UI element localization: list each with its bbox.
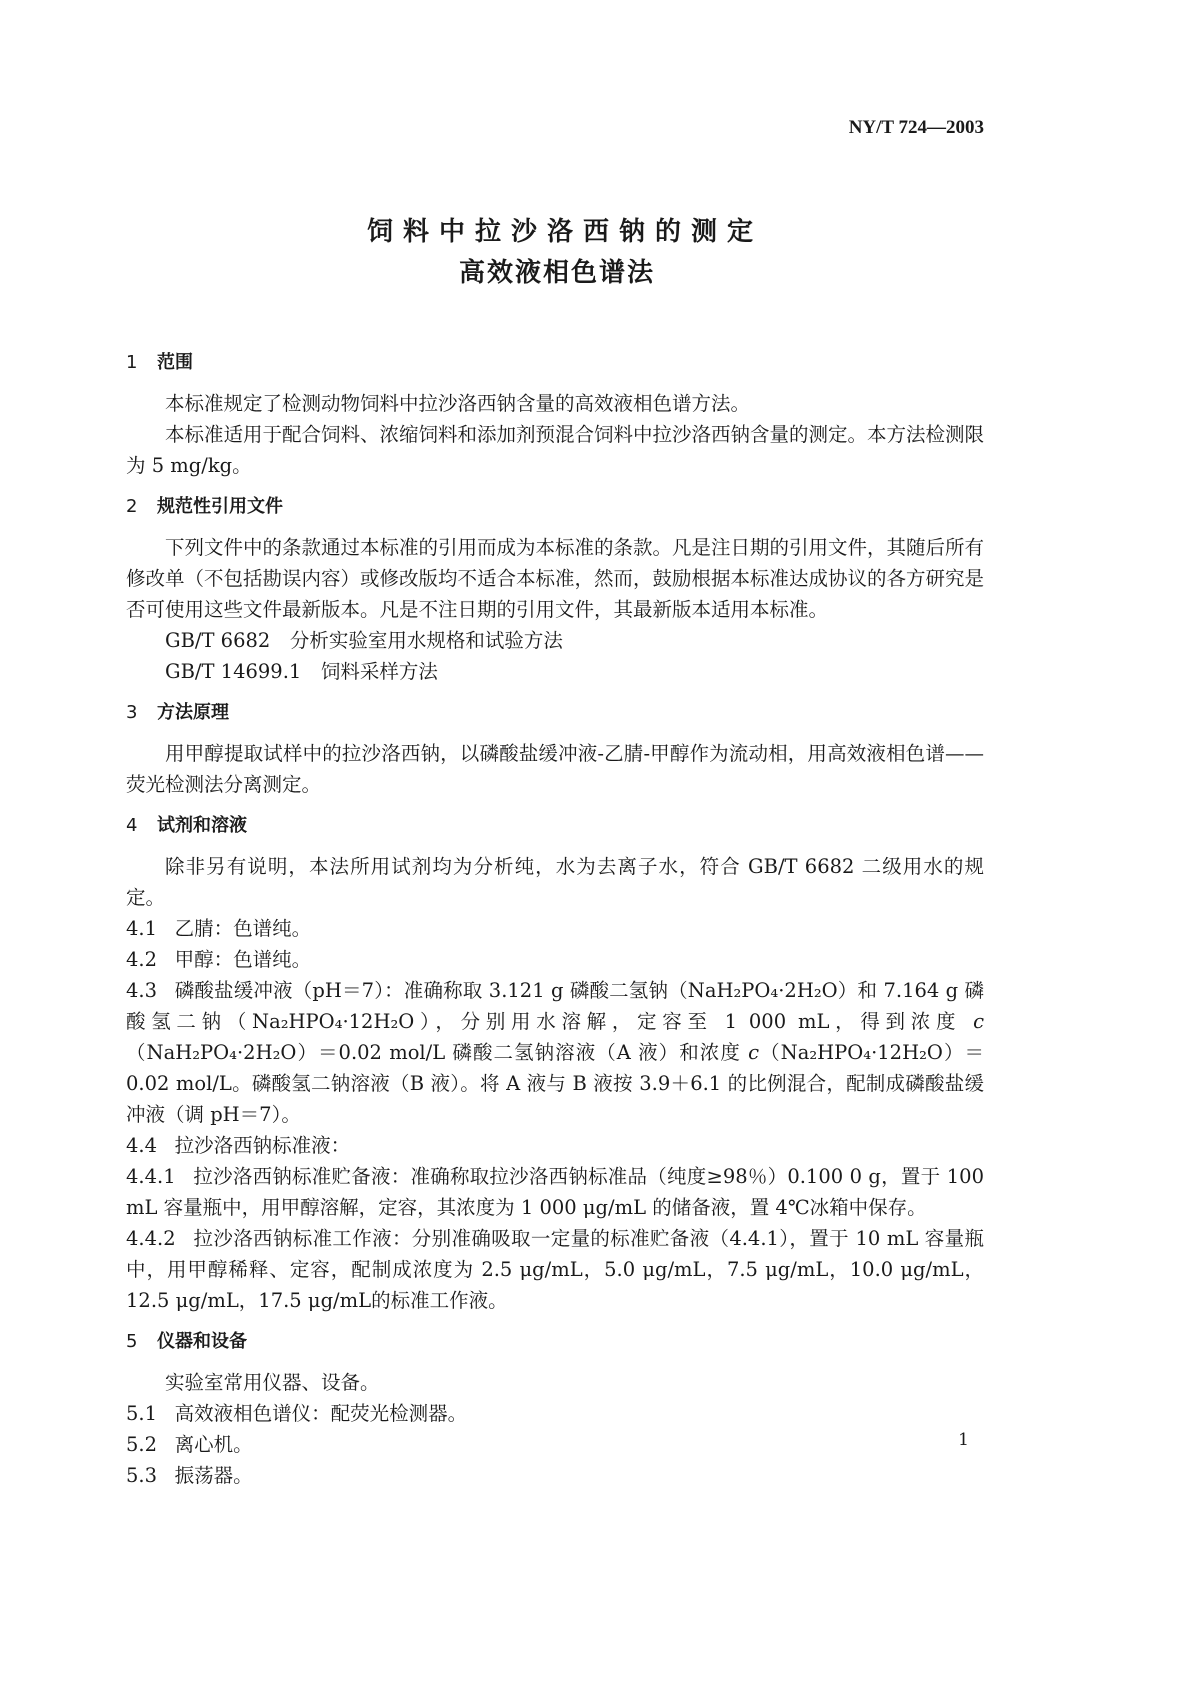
section-number: 4 bbox=[126, 815, 138, 836]
clause-item bbox=[126, 944, 984, 975]
clause-number: 5.2 bbox=[126, 1433, 158, 1456]
standard-code: NY/T 724—2003 bbox=[848, 117, 984, 138]
section-number: 3 bbox=[126, 702, 138, 723]
clause-number: 4.4.2 bbox=[126, 1227, 176, 1250]
document-subtitle: 高效液相色谱法 bbox=[458, 258, 655, 288]
clause-text: 离心机。 bbox=[174, 1433, 253, 1456]
clause-item bbox=[126, 1429, 984, 1460]
concentration-symbol: c bbox=[748, 1041, 760, 1064]
clause-number: 5.3 bbox=[126, 1464, 158, 1487]
section-heading-reagents bbox=[126, 810, 984, 841]
clause-item bbox=[126, 913, 984, 944]
section-number: 2 bbox=[126, 496, 138, 517]
concentration-symbol: c bbox=[973, 1010, 984, 1033]
clause-item bbox=[126, 1161, 984, 1223]
paragraph: 下列文件中的条款通过本标准的引用而成为本标准的条款。凡是注日期的引用文件，其随后所有修改单（不包括勘误内容）或修改版均不适合本标准，然而，鼓励根据本标准达成协议的各方研究是否可使用这些文件最新版本。凡是不注日期的引用文件，其最新版本适用本标准。 bbox=[126, 536, 985, 621]
section-title: 方法原理 bbox=[157, 702, 229, 723]
clause-item bbox=[126, 1223, 984, 1316]
clause-text: 拉沙洛西钠标准贮备液：准确称取拉沙洛西钠标准品（纯度≥98％）0.100 0 g，置于 100 mL 容量瓶中，用甲醇溶解，定容，其浓度为 1 000 μg/mL 的储备液，置 4℃冰箱中保存。 bbox=[126, 1165, 984, 1219]
section-title: 试剂和溶液 bbox=[157, 815, 247, 836]
page-number: 1 bbox=[958, 1430, 969, 1450]
clause-text: （Na₂HPO₄·12H₂O）＝0.02 mol/L。磷酸氢二钠溶液（B 液）。将 A 液与 B 液按 3.9＋6.1 的比例混合，配制成磷酸盐缓冲液（调 pH＝7）。 bbox=[126, 1041, 984, 1126]
section-heading-normative-references bbox=[126, 491, 984, 522]
reference-code: GB/T 14699.1 bbox=[165, 660, 302, 683]
paragraph: 实验室常用仪器、设备。 bbox=[165, 1371, 380, 1394]
section-number: 1 bbox=[126, 352, 138, 373]
clause-text: 拉沙洛西钠标准液： bbox=[174, 1134, 351, 1157]
section-heading-principle bbox=[126, 697, 984, 728]
section-number: 5 bbox=[126, 1331, 138, 1352]
clause-item bbox=[126, 1398, 984, 1429]
section-title: 范围 bbox=[157, 352, 193, 373]
reference-entry bbox=[126, 625, 984, 656]
clause-item bbox=[126, 1130, 984, 1161]
clause-item bbox=[126, 975, 984, 1130]
clause-text: 高效液相色谱仪：配荧光检测器。 bbox=[174, 1402, 468, 1425]
reference-title: 分析实验室用水规格和试验方法 bbox=[289, 629, 563, 652]
clause-text: 乙腈：色谱纯。 bbox=[174, 917, 312, 940]
clause-text: 拉沙洛西钠标准工作液：分别准确吸取一定量的标准贮备液（4.4.1），置于 10 mL 容量瓶中，用甲醇稀释、定容，配制成浓度为 2.5 μg/mL，5.0 μg/mL，7.5 μg/mL，10.0 μg/mL，12.5 μg/mL，17.5 μg/mL的标准工作液。 bbox=[126, 1227, 984, 1312]
section-heading-scope bbox=[126, 347, 984, 378]
clause-number: 4.4 bbox=[126, 1134, 158, 1157]
clause-text: 振荡器。 bbox=[174, 1464, 253, 1487]
reference-code: GB/T 6682 bbox=[165, 629, 271, 652]
clause-number: 4.3 bbox=[126, 979, 158, 1002]
clause-item bbox=[126, 1460, 984, 1491]
paragraph: 本标准规定了检测动物饲料中拉沙洛西钠含量的高效液相色谱方法。 bbox=[165, 392, 751, 415]
clause-number: 4.2 bbox=[126, 948, 158, 971]
clause-number: 4.4.1 bbox=[126, 1165, 176, 1188]
document-body bbox=[126, 337, 984, 1491]
clause-number: 5.1 bbox=[126, 1402, 158, 1425]
clause-number: 4.1 bbox=[126, 917, 158, 940]
paragraph: 用甲醇提取试样中的拉沙洛西钠，以磷酸盐缓冲液-乙腈-甲醇作为流动相，用高效液相色谱——荧光检测法分离测定。 bbox=[126, 742, 984, 796]
document-title: 饲料中拉沙洛西钠的测定 bbox=[366, 217, 763, 247]
clause-text: 甲醇：色谱纯。 bbox=[174, 948, 312, 971]
section-title: 仪器和设备 bbox=[157, 1331, 247, 1352]
clause-text: （NaH₂PO₄·2H₂O）＝0.02 mol/L 磷酸二氢钠溶液（A 液）和浓度 bbox=[126, 1041, 749, 1064]
section-heading-apparatus bbox=[126, 1326, 984, 1357]
clause-text: 磷酸盐缓冲液（pH＝7）：准确称取 3.121 g 磷酸二氢钠（NaH₂PO₄·2H₂O）和 7.164 g 磷酸氢二钠（Na₂HPO₄·12H₂O），分别用水溶解，定容至 1 000 mL，得到浓度 bbox=[126, 979, 984, 1033]
reference-title: 饲料采样方法 bbox=[320, 660, 438, 683]
paragraph: 除非另有说明，本法所用试剂均为分析纯，水为去离子水，符合 GB/T 6682 二级用水的规定。 bbox=[126, 855, 984, 909]
section-title: 规范性引用文件 bbox=[157, 496, 283, 517]
paragraph: 本标准适用于配合饲料、浓缩饲料和添加剂预混合饲料中拉沙洛西钠含量的测定。本方法检测限为 5 mg/kg。 bbox=[126, 423, 985, 477]
reference-entry bbox=[126, 656, 984, 687]
